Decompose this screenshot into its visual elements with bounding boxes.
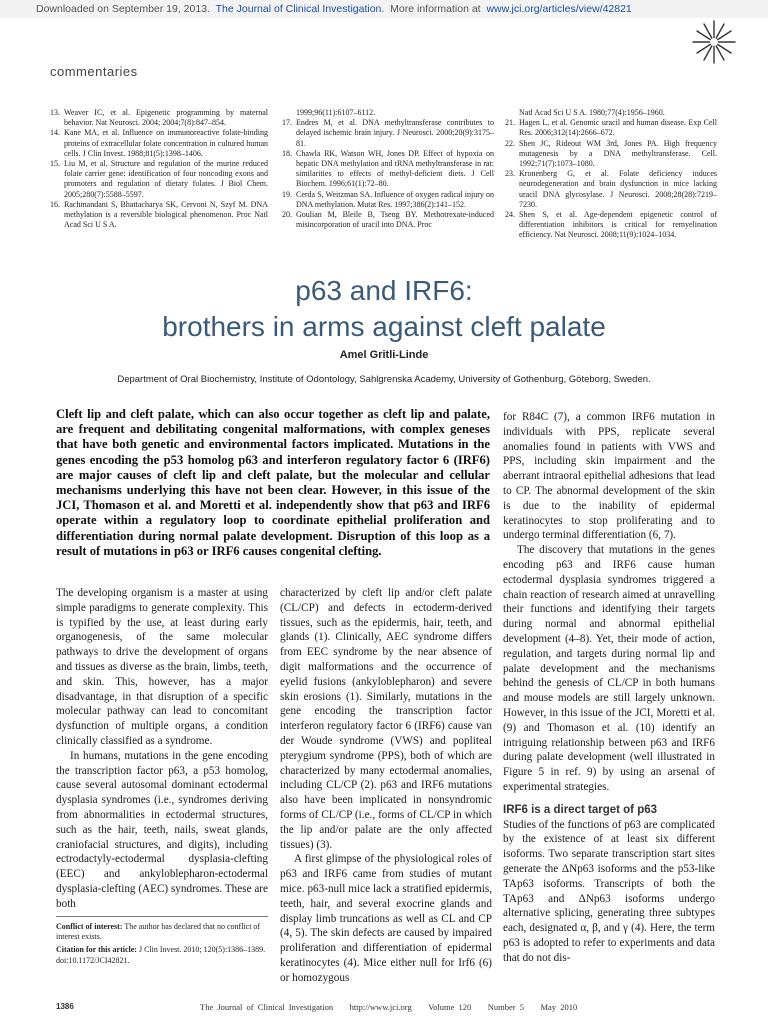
conflict-text: The author has declared that no conflict of interest exists.	[56, 922, 261, 942]
reference-item: 21. Hagen L, et al. Genomic uracil and human disease. Exp Cell Res. 2006;312(14):2666–672.	[505, 118, 717, 138]
article-title-line2: brothers in arms against cleft palate	[162, 311, 606, 342]
reference-item: 24. Shen S, et al. Age-dependent epigenetic control of differentiation inhibitors is critical for remyelination efficiency. Nat Neurosci. 2008;11(9):1024–1034.	[505, 210, 717, 240]
body-column-3	[503, 410, 715, 965]
reference-item: 16. Rachmandani S, Bhattacharya SK, Cervoni N, Szyf M. DNA methylation is a reversible biological phenomenon. Proc Natl Acad Sci U S A.	[50, 199, 268, 230]
footer-date: May 2010	[540, 1002, 578, 1012]
reference-item: 20. Goulian M, Bleile B, Tseng BY. Methotrexate-induced misincorporation of uracil into DNA. Proc	[282, 210, 494, 230]
body-paragraph: A first glimpse of the physiological roles of p63 and IRF6 came from studies of mutant mice. p63-null mice lack a stratified epidermis, teeth, hair, and several exocrine glands and display limb truncations as well as CL and CP (4, 5). The skin defects are caused by impaired proliferation and differentiation of epidermal keratinocytes (4). Mice either null for Irf6 (6) or homozygous	[280, 853, 492, 984]
footer-journal-info	[200, 1000, 577, 1014]
jci-logo-icon	[690, 18, 738, 66]
reference-item: 18. Chawla RK, Watson WH, Jones DP. Effect of hypoxia on hepatic DNA methylation and tRNA methyltransferase in rat: similarities to effects of methyl-deficient diets. J Cell Biochem. 1996;61(1):72–80.	[282, 148, 494, 189]
conflict-label: Conflict of interest:	[56, 922, 123, 931]
more-info-text: More information at	[390, 3, 481, 15]
footer-volume: Volume 120	[428, 1002, 472, 1012]
reference-item: 22. Shen JC, Rideout WM 3rd, Jones PA. High frequency mutagenesis by a DNA methyltransferase. Cell. 1992;71(7):1073–1080.	[505, 138, 717, 169]
reference-item: 23. Kronenberg G, et al. Folate deficiency induces neurodegeneration and brain dysfunction in mice lacking uracil DNA glycosylase. J Neurosci. 2008;28(28):7219–7230.	[505, 169, 717, 209]
article-title-line1: p63 and IRF6:	[295, 275, 473, 306]
reference-list-col3	[505, 108, 717, 241]
reference-list-col2	[282, 108, 494, 230]
download-bar	[0, 0, 768, 18]
footnote-divider	[56, 916, 268, 917]
reference-item: 15. Liu M, et al. Structure and regulation of the murine reduced folate carrier gene: identification of four noncoding exons and promoters and regulation of dietary folates. J Biol Chem. 2005;280(7):5588–5597.	[50, 159, 268, 199]
footer-journal: The Journal of Clinical Investigation	[200, 1002, 334, 1012]
reference-list-col1	[50, 108, 268, 230]
citation-label: Citation for this article:	[56, 945, 137, 955]
body-column-1	[56, 586, 268, 912]
reference-item: 1999;96(11):6107–6112.	[296, 108, 376, 117]
article-abstract: Cleft lip and cleft palate, which can also occur together as cleft lip and palate, are frequent and debilitating congenital malformations, with complex geneses that have both genetic and environmental factors implicated. Mutations in the genes encoding the p53 homolog p63 and interferon regulatory factor 6 (IRF6) are major causes of cleft lip and cleft palate, but the molecular and cellular mechanisms underlying this have not been clear. However, in this issue of the JCI, Thomason et al. and Moretti et al. independently show that p63 and IRF6 operate within a regulatory loop to coordinate epithelial proliferation and differentiation during normal palate development. Disruption of this loop as a result of mutations in p63 or IRF6 causes congenital clefting.	[56, 407, 490, 558]
journal-link[interactable]: The Journal of Clinical Investigation.	[215, 3, 385, 15]
footnotes	[56, 922, 268, 969]
footer-site: http://www.jci.org	[349, 1002, 412, 1012]
reference-item: 14. Kane MA, et al. Influence on immunoreactive folate-binding proteins of extracellular folate concentration in cultured human cells. J Clin Invest. 1988;81(5):1398–1406.	[50, 128, 268, 158]
author-affiliation: Department of Oral Biochemistry, Institute of Odontology, Sahlgrenska Academy, University of Gothenburg, Göteborg, Sweden.	[117, 374, 651, 385]
reference-item: 19. Cerda S, Weitzman SA. Influence of oxygen radical injury on DNA methylation. Mutat Res. 1997;386(2):141–152.	[282, 189, 494, 209]
footer-number: Number 5	[487, 1002, 524, 1012]
article-url-link[interactable]: www.jci.org/articles/view/42821	[486, 3, 632, 15]
body-paragraph: In humans, mutations in the gene encoding the transcription factor p63, a p53 homolog, cause several autosomal dominant ectodermal dysplasia syndromes (i.e., syndromes deriving from abnormalities in ectodermal structures, such as the hair, teeth, nails, sweat glands, craniofacial structures, and digits), including ectrodactyly-ectodermal dysplasia-clefting (EEC) and ankyloblepharon-ectodermal dysplasia-clefting (AEC) syndromes. These are both	[56, 749, 268, 910]
body-paragraph: The developing organism is a master at using simple paradigms to generate complexity. This is typified by the use, at least during early organogenesis, of the same molecular pathways to drive the development of organs and tissues as diverse as the brain, limbs, teeth, and skin. This, however, has a major disadvantage, in that disruption of a specific molecular pathway can lead to concomitant dysfunction of multiple organs, a condition clinically classified as a syndrome.	[56, 587, 268, 747]
body-paragraph: Studies of the functions of p63 are complicated by the existence of at least six different isoforms. Two separate transcription start sites generate the ΔNp63 isoforms and the p53-like TAp63 isoforms. Transcripts of both the TAp63 and ΔNp63 isoforms undergo alternative splicing, generating three subtypes each, designated α, β, and γ (4). Here, the term p63 is adopted to refer to experiments and data that do not dis-	[503, 818, 715, 964]
reference-item: Natl Acad Sci U S A. 1980;77(4):1956–1960.	[519, 108, 665, 117]
page-footer	[56, 1000, 712, 1014]
section-heading: IRF6 is a direct target of p63	[503, 803, 658, 816]
citation-text: J Clin Invest. 2010; 120(5):1386–1389. doi:10.1172/JCI42821.	[56, 945, 266, 965]
body-paragraph: characterized by cleft lip and/or cleft palate (CL/CP) and defects in ectoderm-derived tissues, such as the epidermis, hair, teeth, and glands (1). Clinically, AEC syndrome differs from EEC syndrome by the near absence of digit malformations and the occurrence of eyelid fusions (ankyloblepharon) and severe skin erosions (1). Similarly, mutations in the gene encoding the transcription factor interferon regulatory factor 6 (IRF6) cause van der Woude syndrome (VWS) and popliteal pterygium syndrome (PPS), both of which are characterized by many ectodermal anomalies, including CL/CP (2). p63 and IRF6 mutations also have been implicated in nonsyndromic forms of CL/CP (i.e., forms of CL/CP in which the lip and/or palate are the only affected tissues) (3).	[280, 587, 492, 851]
download-date: Downloaded on September 19, 2013.	[36, 3, 210, 15]
section-label: commentaries	[50, 64, 138, 79]
reference-item: 17. Endres M, et al. DNA methyltransferase contributes to delayed ischemic brain injury. J Neurosci. 2000;20(9):3175–81.	[282, 118, 494, 148]
page-number: 1386	[56, 1002, 74, 1011]
body-paragraph: for R84C (7), a common IRF6 mutation in individuals with PPS, replicate several anomalies found in patients with VWS and PPS, including skin impairment and the aberrant intraoral epithelial adhesions that lead to CP. The abnormal development of the skin is due to the inability of epidermal keratinocytes to stop proliferating and to undergo terminal differentiation (6, 7).	[503, 411, 715, 542]
body-paragraph: The discovery that mutations in the genes encoding p63 and IRF6 cause human ectodermal dysplasia syndromes triggered a chain reaction of research aimed at unravelling their functions and identifying their targets during normal and abnormal epithelial development (4–8). Yet, their mode of action, regulation, and targets during normal lip and palate development and the mechanisms behind the genesis of CL/CP in both humans and mouse models are still largely unknown. However, in this issue of the JCI, Moretti et al. (9) and Thomason et al. (10) identify an intriguing relationship between p63 and IRF6 during palate development (well illustrated in Figure 5 in ref. 9) by using an arsenal of experimental strategies.	[503, 544, 715, 793]
article-author: Amel Gritli-Linde	[339, 349, 429, 361]
body-column-2	[280, 586, 492, 986]
reference-item: 13. Weaver IC, et al. Epigenetic programming by maternal behavior. Nat Neurosci. 2004; 2004;7(8):847–854.	[50, 108, 268, 128]
